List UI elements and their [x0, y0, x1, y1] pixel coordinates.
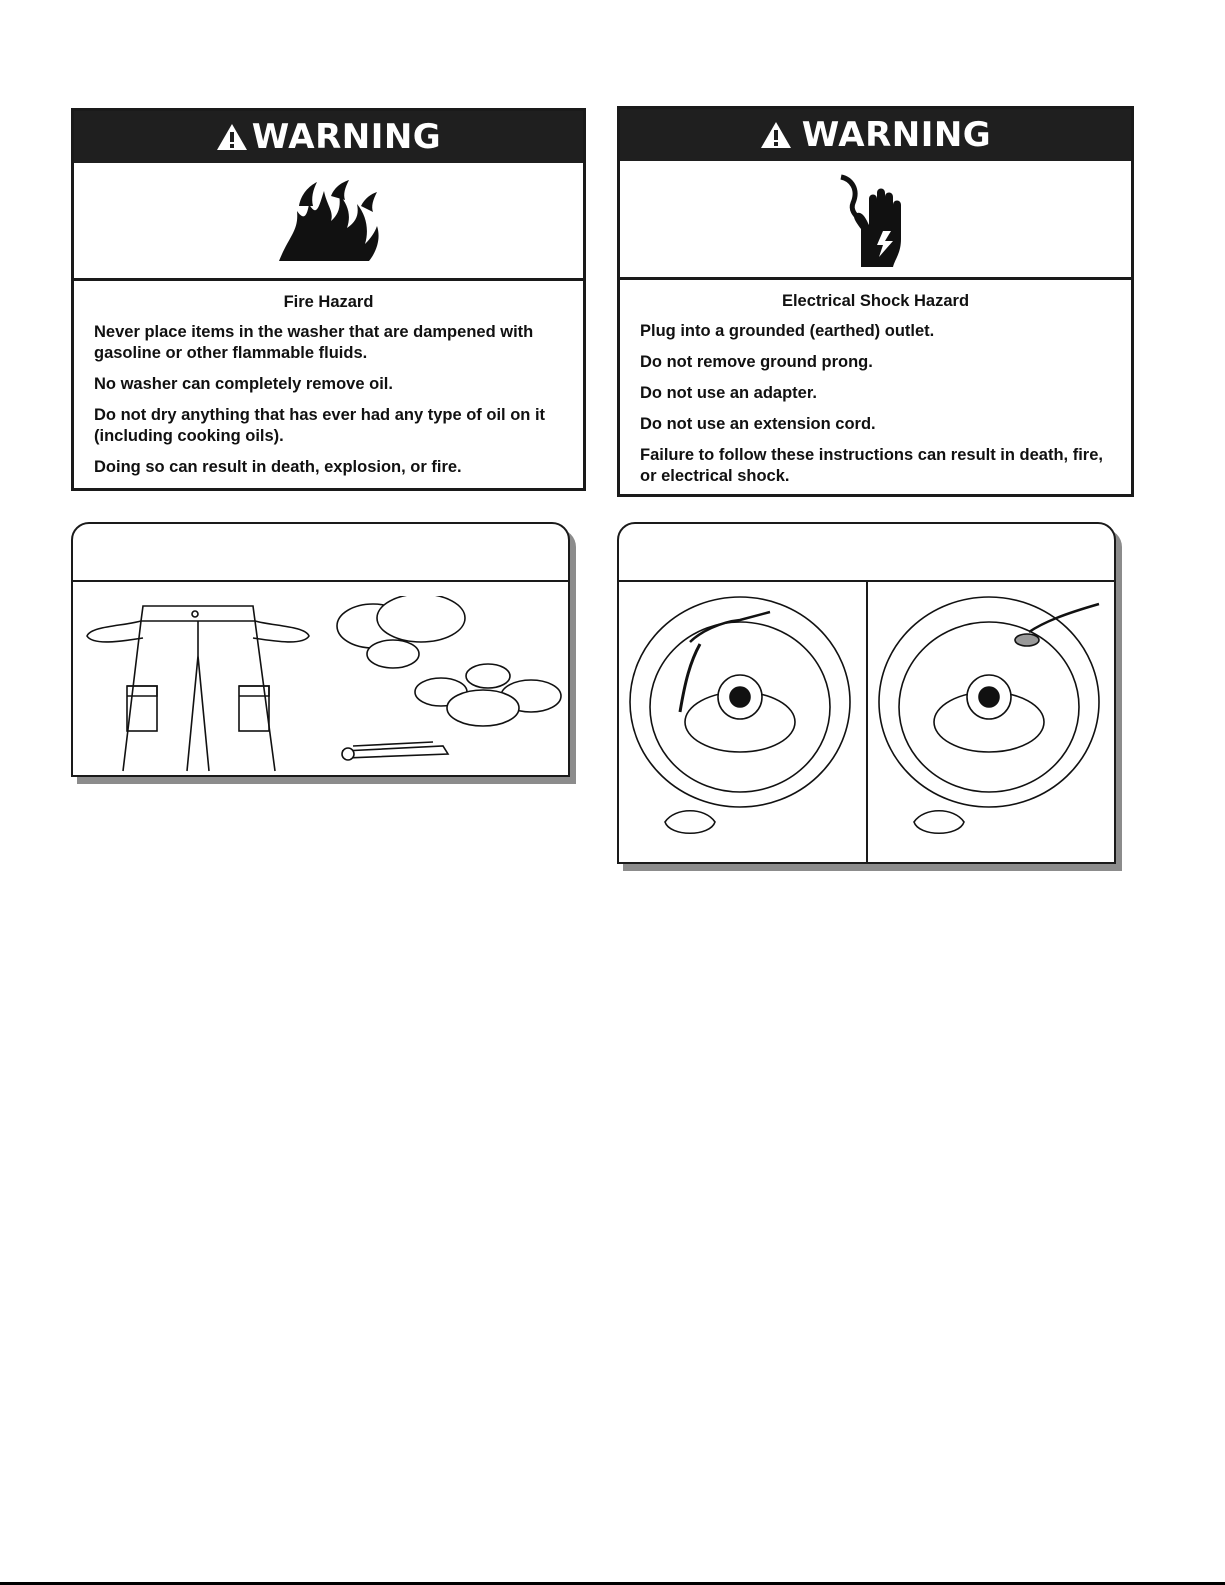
washer-cleaning-illustration: [617, 522, 1116, 864]
panel-divider: [866, 582, 868, 862]
electrical-shock-icon: [821, 169, 931, 269]
warning-body: [620, 280, 1131, 487]
warning-line: Plug into a grounded (earthed) outlet.: [640, 322, 935, 340]
fire-hazard-warning: [71, 108, 586, 491]
warning-header-text: WARNING: [801, 115, 992, 155]
warning-header: [74, 111, 583, 163]
washer-tub-right-icon: [869, 582, 1113, 862]
warning-header: [620, 109, 1131, 161]
warning-line: Doing so can result in death, explosion, or fire.: [94, 458, 462, 476]
warning-line: Do not remove ground prong.: [640, 353, 873, 371]
fire-icon-area: [74, 163, 583, 281]
warning-line: No washer can completely remove oil.: [94, 375, 393, 393]
empty-pockets-illustration: [71, 522, 570, 777]
shock-icon-area: [620, 161, 1131, 280]
coins-buttons-pins-icon: [323, 596, 563, 776]
divider: [73, 580, 568, 582]
warning-triangle-icon: [216, 122, 248, 152]
warning-header-text: WARNING: [251, 117, 442, 157]
warning-triangle-icon: [760, 120, 792, 150]
warning-line: Failure to follow these instructions can result in death, fire, or electrical shock.: [640, 446, 1103, 485]
pants-icon: [83, 596, 313, 776]
hazard-title: Electrical Shock Hazard: [781, 292, 970, 310]
electrical-shock-warning: [617, 106, 1134, 497]
warning-line: Do not dry anything that has ever had any type of oil on it (including cooking oils).: [94, 406, 546, 445]
fire-icon: [269, 176, 389, 266]
warning-line: Never place items in the washer that are dampened with gasoline or other flammable fluids.: [94, 323, 534, 362]
washer-tub-left-icon: [620, 582, 864, 862]
warning-line: Do not use an adapter.: [640, 384, 817, 402]
warning-body: [74, 281, 583, 478]
hazard-title: Fire Hazard: [283, 293, 374, 311]
warning-line: Do not use an extension cord.: [640, 415, 876, 433]
